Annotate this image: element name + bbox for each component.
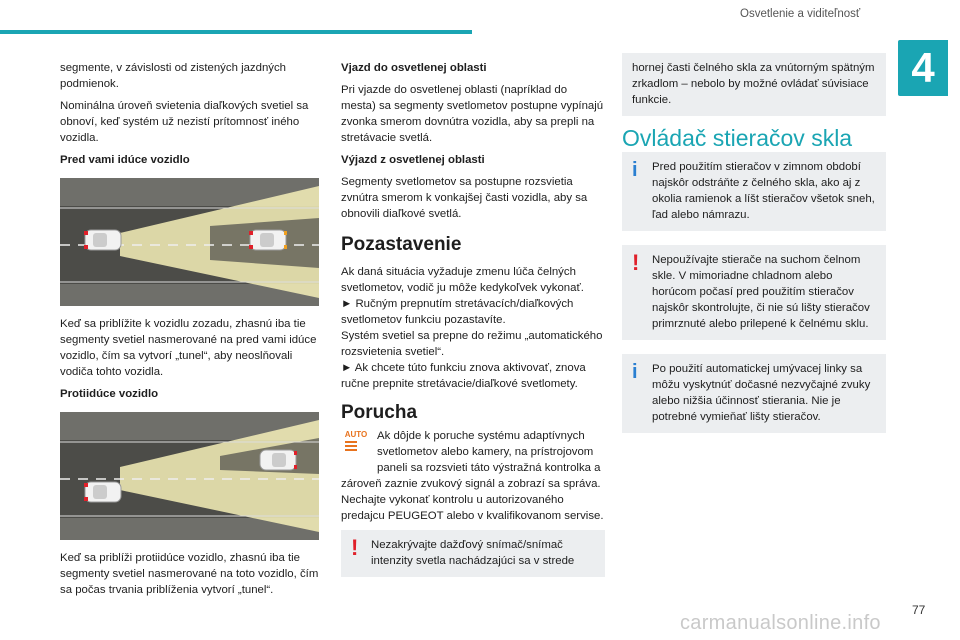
paragraph: Keď sa priblíži protiidúce vozidlo, zhasnú iba tie segmenty svetiel nasmerované na toto vozidlo, čím sa počas trvania priblíženia vytvorí „tunel“.: [60, 552, 319, 596]
paragraph: Pri vjazde do osvetlenej oblasti (napríklad do mesta) sa segmenty svetlometov postupne vypínajú zvonka smerom dovnútra vozidla, aby sa prepli na stretávacie svetlá.: [341, 84, 604, 144]
paragraph: Ak dôjde k poruche systému adaptívnych svetlometov alebo kamery, na prístrojovom paneli sa rozsvieti táto výstražná kontrolka a zároveň zaznie zvukový signál a zobrazí sa správa.: [341, 430, 601, 490]
paragraph: Segmenty svetlometov sa postupne rozsvietia zvnútra smerom k vonkajšej časti vozidla, aby sa obnovili diaľkové svetlá.: [341, 176, 588, 220]
info-box: [622, 354, 886, 433]
heading-wiper-control: Ovládač stieračov skla: [622, 125, 853, 151]
subheading-enter-lit-area: Vjazd do osvetlenej oblasti: [341, 62, 487, 74]
warning-icon: !: [632, 250, 640, 275]
info-icon: i: [632, 361, 638, 383]
car-icon: [84, 230, 121, 250]
info-icon: i: [632, 159, 638, 181]
subheading-vehicle-ahead: Pred vami idúce vozidlo: [60, 154, 190, 166]
warning-icon: !: [351, 535, 359, 560]
watermark: carmanualsonline.info: [680, 612, 881, 634]
paragraph: Ak daná situácia vyžaduje zmenu lúča čelných svetlometov, vodič ju môže kedykoľvek vykonať.: [341, 266, 584, 294]
warning-text: Nezakrývajte dažďový snímač/snímač intenzity svetla nachádzajúci sa v strede: [371, 539, 575, 567]
paragraph: Systém svetiel sa prepne do režimu „automatického rozsvietenia svetiel“.: [341, 330, 603, 358]
chapter-tab: 4: [898, 40, 948, 96]
car-icon: [249, 230, 287, 250]
warning-box: [622, 245, 886, 340]
illustration-oncoming-vehicle: [60, 412, 319, 540]
column-middle: [341, 60, 605, 591]
warning-text: Nepoužívajte stierače na suchom čelnom skle. V mimoriadne chladnom alebo horúcom počasí pred použitím stieračov najskôr skontrolujte, či nie sú lišty stieračov primrznuté alebo prilepené k čelnému sklu.: [652, 254, 870, 330]
paragraph: Nechajte vykonať kontrolu u autorizovaného predajcu PEUGEOT alebo v kvalifikovanom servise.: [341, 494, 604, 522]
subheading-exit-lit-area: Výjazd z osvetlenej oblasti: [341, 154, 485, 166]
auto-headlight-warning-icon: AUTO: [341, 430, 371, 460]
subheading-oncoming-vehicle: Protiidúce vozidlo: [60, 388, 159, 400]
warning-box: [341, 530, 605, 577]
illustration-vehicle-ahead: [60, 178, 319, 306]
section-title: Osvetlenie a viditeľnosť: [740, 8, 861, 20]
car-icon: [260, 450, 297, 470]
car-icon: [84, 482, 121, 502]
paragraph: ► Ak chcete túto funkciu znova aktivovať, znova ručne prepnite stretávacie/diaľkové svetlomety.: [341, 362, 586, 390]
note-text: hornej časti čelného skla za vnútorným spätným zrkadlom – nebolo by možné ovládať súvisiace funkcie.: [632, 62, 875, 106]
column-right: [622, 53, 886, 447]
heading-fault: Porucha: [341, 402, 418, 423]
column-left: [60, 60, 322, 604]
note-box-continued: [622, 53, 886, 116]
page-number: 77: [912, 603, 926, 617]
paragraph: Nominálna úroveň svietenia diaľkových svetiel sa obnoví, keď systém už nezistí prítomnosť iného vozidla.: [60, 100, 309, 144]
info-text: Po použití automatickej umývacej linky sa môžu vyskytnúť dočasné nezvyčajné zvuky alebo nižšia účinnosť stierania. Nie je potrebné vymieňať lišty stieračov.: [652, 363, 871, 423]
header-accent-bar: [0, 30, 472, 34]
paragraph: Keď sa priblížite k vozidlu zozadu, zhasnú iba tie segmenty svetiel nasmerované na pred vami idúce vozidlo, čím sa vytvorí „tunel“, aby neoslňovali vodiča tohto vozidla.: [60, 318, 317, 378]
heading-pause: Pozastavenie: [341, 234, 462, 255]
paragraph: segmente, v závislosti od zistených jazdných podmienok.: [60, 62, 287, 90]
info-box: [622, 152, 886, 231]
paragraph: ► Ručným prepnutím stretávacích/diaľkových svetlometov funkciu pozastavíte.: [341, 298, 574, 326]
info-text: Pred použitím stieračov v zimnom období najskôr odstráňte z čelného skla, ako aj z okolia ramienok a líšt stieračov všetok sneh, ľad alebo námrazu.: [652, 161, 875, 221]
